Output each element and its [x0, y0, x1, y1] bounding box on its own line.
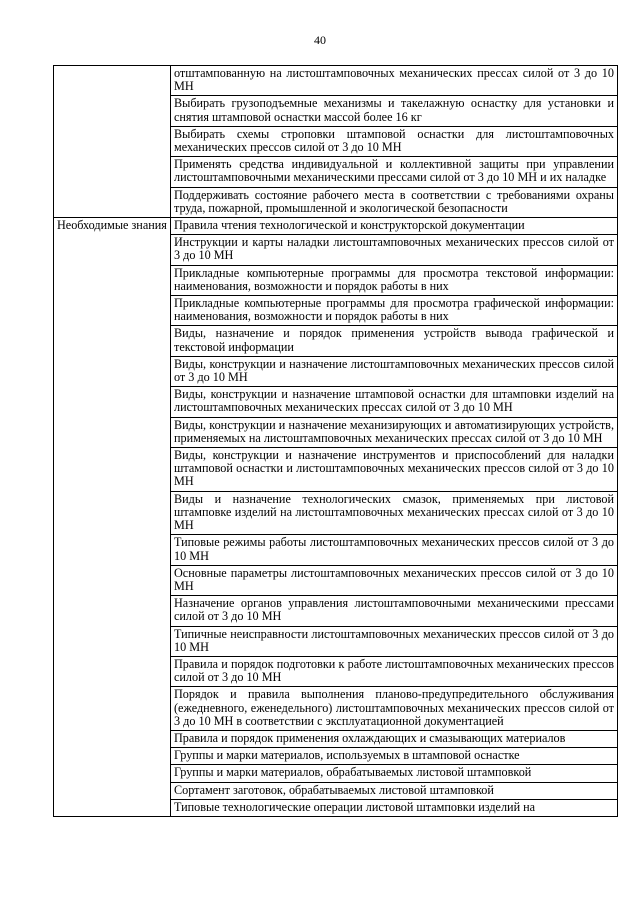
knowledge-cell: Виды, конструкции и назначение инструментов и приспособлений для наладки штамповой оснастки и листоштамповочных механических прессов силой от 3 до 10 МН	[171, 448, 618, 492]
knowledge-cell: Сортамент заготовок, обрабатываемых листовой штамповкой	[171, 782, 618, 799]
knowledge-cell: Виды, конструкции и назначение листоштамповочных механических прессов силой от 3 до 10 МН	[171, 356, 618, 386]
table-row	[54, 218, 618, 235]
skill-cell: Выбирать грузоподъемные механизмы и такелажную оснастку для установки и снятия штамповой оснастки массой более 16 кг	[171, 96, 618, 126]
empty-label-cell	[54, 66, 171, 218]
knowledge-cell: Типичные неисправности листоштамповочных механических прессов силой от 3 до 10 МН	[171, 626, 618, 656]
knowledge-cell: Порядок и правила выполнения планово-предупредительного обслуживания (ежедневного, еженедельного) листоштамповочных механических прессов силой от 3 до 10 МН в соответствии с эксплуатационной документацией	[171, 687, 618, 731]
skill-cell: Применять средства индивидуальной и коллективной защиты при управлении листоштамповочными механическими прессами силой от 3 до 10 МН и их наладке	[171, 157, 618, 187]
skill-cell: отштампованную на листоштамповочных механических прессах силой от 3 до 10 МН	[171, 66, 618, 96]
knowledge-cell: Основные параметры листоштамповочных механических прессов силой от 3 до 10 МН	[171, 565, 618, 595]
knowledge-cell: Назначение органов управления листоштамповочными механическими прессами силой от 3 до 10 МН	[171, 596, 618, 626]
knowledge-cell: Правила чтения технологической и конструкторской документации	[171, 218, 618, 235]
skill-cell: Поддерживать состояние рабочего места в соответствии с требованиями охраны труда, пожарной, промышленной и экологической безопасности	[171, 187, 618, 217]
page-number: 40	[314, 33, 326, 47]
knowledge-cell: Прикладные компьютерные программы для просмотра графической информации: наименования, возможности и порядок работы в них	[171, 296, 618, 326]
table-row	[54, 66, 618, 96]
requirements-table	[53, 65, 618, 817]
knowledge-cell: Группы и марки материалов, используемых в штамповой оснастке	[171, 748, 618, 765]
knowledge-cell: Виды, конструкции и назначение механизирующих и автоматизирующих устройств, применяемых на листоштамповочных механических прессах силой от 3 до 10 МН	[171, 417, 618, 447]
knowledge-cell: Виды, конструкции и назначение штамповой оснастки для штамповки изделий на листоштамповочных механических прессах силой от 3 до 10 МН	[171, 387, 618, 417]
knowledge-cell: Правила и порядок подготовки к работе листоштамповочных механических прессов силой от 3 до 10 МН	[171, 656, 618, 686]
knowledge-cell: Инструкции и карты наладки листоштамповочных механических прессов силой от 3 до 10 МН	[171, 235, 618, 265]
knowledge-cell: Прикладные компьютерные программы для просмотра текстовой информации: наименования, возможности и порядок работы в них	[171, 265, 618, 295]
knowledge-cell: Виды и назначение технологических смазок, применяемых при листовой штамповке изделий на листоштамповочных механических прессах силой от 3 до 10 МН	[171, 491, 618, 535]
knowledge-cell: Правила и порядок применения охлаждающих и смазывающих материалов	[171, 730, 618, 747]
knowledge-cell: Типовые режимы работы листоштамповочных механических прессов силой от 3 до 10 МН	[171, 535, 618, 565]
knowledge-cell: Типовые технологические операции листовой штамповки изделий на	[171, 799, 618, 816]
knowledge-cell: Группы и марки материалов, обрабатываемых листовой штамповкой	[171, 765, 618, 782]
knowledge-cell: Виды, назначение и порядок применения устройств вывода графической и текстовой информации	[171, 326, 618, 356]
knowledge-label: Необходимые знания	[54, 218, 171, 817]
skill-cell: Выбирать схемы строповки штамповой оснастки для листоштамповочных механических прессов силой от 3 до 10 МН	[171, 126, 618, 156]
